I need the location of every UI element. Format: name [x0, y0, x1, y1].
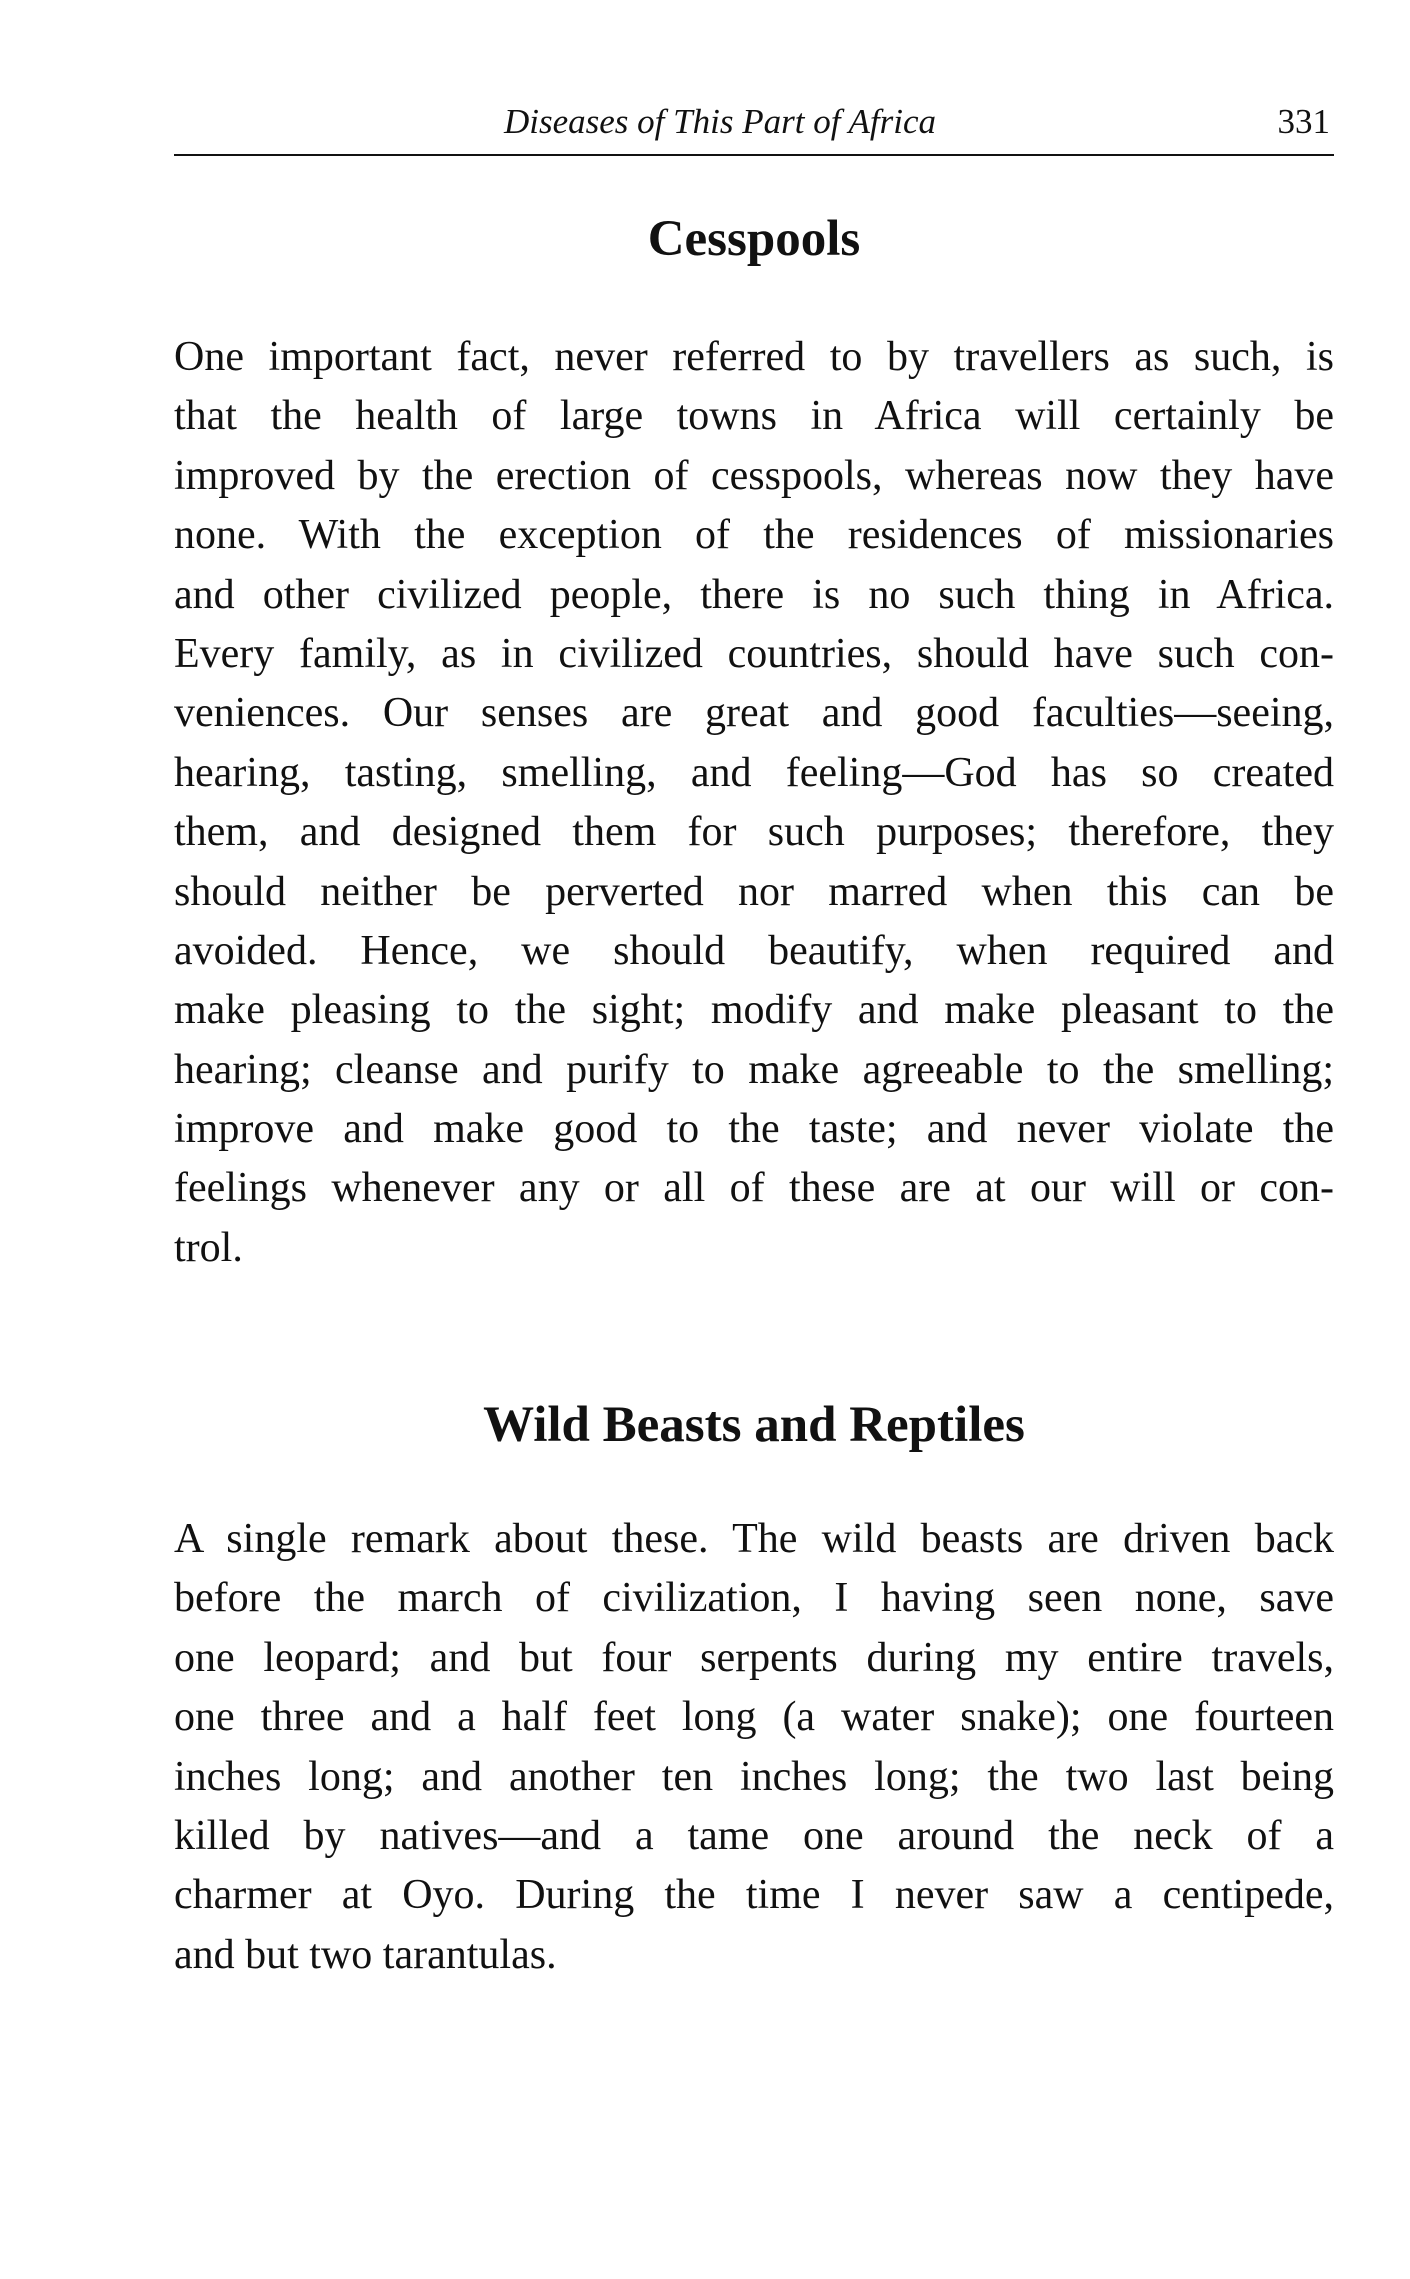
text-line: should neither be perverted nor marred when this can be — [174, 868, 1334, 915]
page-number: 331 — [1277, 102, 1330, 141]
text-line: hearing, tasting, smelling, and feeling—God has so created — [174, 749, 1334, 796]
text-line: charmer at Oyo. During the time I never saw a centipede, — [174, 1872, 1334, 1919]
running-header — [174, 96, 1334, 156]
text-line: killed by natives—and a tame one around the neck of a — [174, 1812, 1334, 1859]
text-line: avoided. Hence, we should beautify, when required and — [174, 927, 1334, 974]
text-line: and but two tarantulas. — [174, 1931, 557, 1978]
text-line: One important fact, never referred to by travellers as such, is — [174, 334, 1334, 380]
section-body-cesspools — [174, 328, 1334, 1278]
section-heading-cesspools: Cesspools — [647, 211, 861, 267]
text-line: feelings whenever any or all of these are at our will or con- — [174, 1165, 1334, 1212]
text-line: Every family, as in civilized countries, should have such con- — [174, 630, 1334, 677]
text-line: none. With the exception of the residences of missionaries — [174, 512, 1334, 559]
section-body-wild-beasts — [174, 1510, 1334, 1985]
text-line: one three and a half feet long (a water snake); one fourteen — [174, 1694, 1334, 1741]
text-line: before the march of civilization, I having seen none, save — [174, 1575, 1334, 1622]
text-line: and other civilized people, there is no such thing in Africa. — [174, 571, 1334, 618]
text-line: hearing; cleanse and purify to make agreeable to the smelling; — [174, 1046, 1334, 1093]
text-line: inches long; and another ten inches long; the two last being — [174, 1753, 1334, 1800]
text-line: that the health of large towns in Africa will certainly be — [174, 393, 1334, 440]
running-title: Diseases of This Part of Africa — [504, 102, 937, 141]
text-line: one leopard; and but four serpents during my entire travels, — [174, 1634, 1334, 1681]
text-line: improve and make good to the taste; and never violate the — [174, 1106, 1334, 1153]
text-line: them, and designed them for such purposes; therefore, they — [174, 809, 1334, 856]
text-line: make pleasing to the sight; modify and make pleasant to the — [174, 987, 1334, 1034]
text-line: veniences. Our senses are great and good faculties—seeing, — [174, 690, 1334, 737]
section-heading-wild-beasts: Wild Beasts and Reptiles — [483, 1397, 1025, 1453]
text-line: trol. — [174, 1224, 243, 1271]
text-line: A single remark about these. The wild beasts are driven back — [174, 1516, 1334, 1562]
text-line: improved by the erection of cesspools, whereas now they have — [174, 452, 1334, 499]
